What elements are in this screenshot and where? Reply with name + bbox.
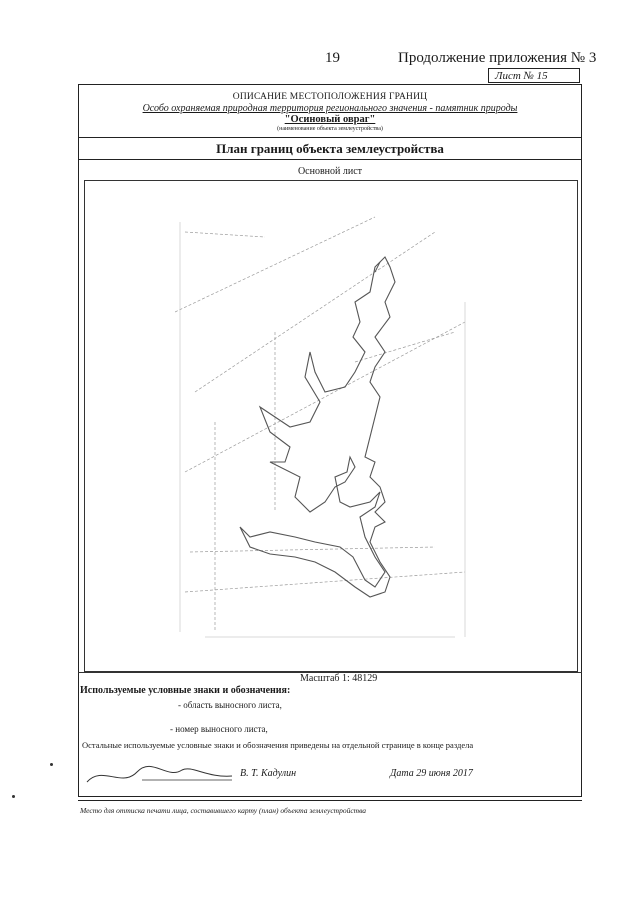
margin-mark — [12, 795, 15, 798]
legend-item: - область выносного листа, — [178, 700, 282, 710]
legend-other-note: Остальные используемые условные знаки и обозначения приведены на отдельной странице в конце раздела — [82, 740, 474, 750]
legend-title: Используемые условные знаки и обозначения: — [80, 685, 291, 696]
header-zone-type: Особо охраняемая природная территория регионального значения - памятник природы — [142, 103, 518, 114]
scale-label: Масштаб 1: 48129 — [300, 673, 378, 684]
divider — [78, 137, 582, 138]
appendix-label: Продолжение приложения № 3 — [398, 50, 597, 66]
header-object-name: "Осиновый овраг" — [284, 114, 376, 125]
page-number: 19 — [325, 50, 340, 66]
margin-mark — [50, 763, 53, 766]
sheet-number-box: Лист № 15 — [488, 68, 580, 83]
plan-title: План границ объекта землеустройства — [216, 141, 444, 156]
main-sheet-label: Основной лист — [297, 166, 363, 177]
divider — [78, 159, 582, 160]
boundary-map — [175, 212, 475, 642]
header-title: ОПИСАНИЕ МЕСТОПОЛОЖЕНИЯ ГРАНИЦ — [232, 92, 428, 102]
legend-item: - номер выносного листа, — [170, 724, 268, 734]
header-object-caption: (наименование объекта землеустройства) — [277, 126, 383, 132]
signer-name: В. Т. Кадулин — [240, 768, 297, 779]
divider — [78, 800, 582, 801]
signature-date: Дата 29 июня 2017 — [390, 768, 473, 779]
signature-scribble — [82, 760, 242, 790]
stamp-place-note: Место для оттиска печати лица, составившего карту (план) объекта землеустройства — [80, 806, 367, 815]
